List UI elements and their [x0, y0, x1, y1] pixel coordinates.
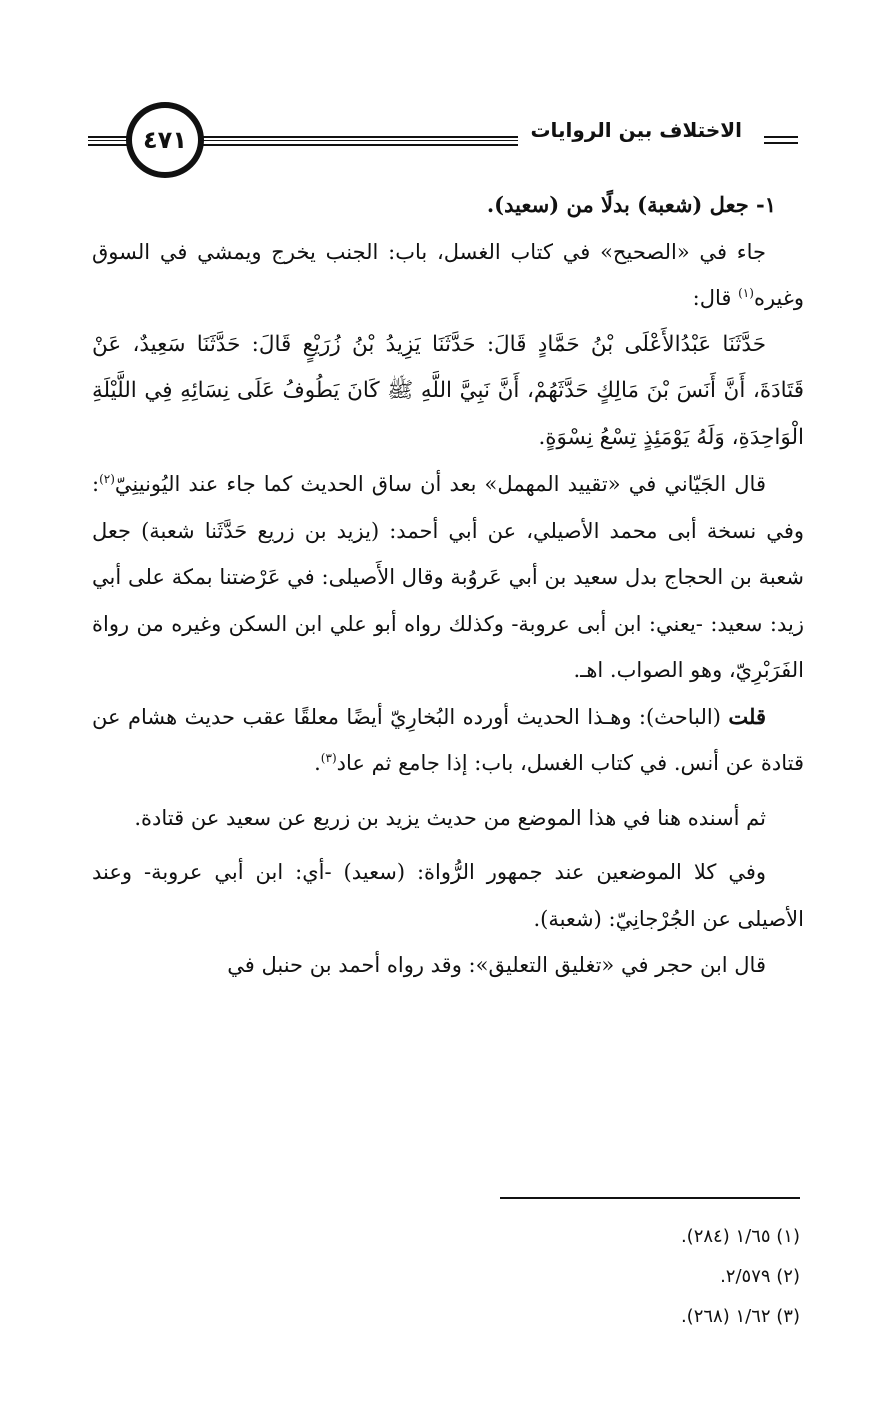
paragraph-researcher [92, 694, 804, 787]
researcher-lead: قلت [728, 703, 766, 729]
footnote-1: (١) ١/٦٥ (٢٨٤). [680, 1226, 800, 1247]
paragraph-intro [92, 229, 804, 322]
paragraph-jayyani-rest: : وفي نسخة أبى محمد الأصيلي، عن أبي أحمد: (يزيد بن زريع حَدَّثَنا شعبة) جعل شعبة بن الحجاج بدل سعيد بن أبي عَروُبة وقال الأَصيلى: في عَرْضتنا بمكة على أبي زيد: سعيد: -يعني: ابن أبى عروبة- وكذلك رواه أبو علي ابن السكن وغيره من رواة الفَرَبْرِيّ، وهو الصواب. اهـ. [92, 472, 804, 682]
paragraph-jayyani [92, 461, 804, 694]
paragraph-ibn-hajar: قال ابن حجر في «تغليق التعليق»: وقد رواه أحمد بن حنبل في [227, 953, 766, 977]
header-rule-right [764, 136, 798, 144]
footnote-ref-3: (٣) [320, 751, 337, 765]
paragraph-intro-text: جاء في «الصحيح» في كتاب الغسل، باب: الجنب يخرج ويمشي في السوق وغيره [92, 239, 804, 310]
section-heading: ١- جعل (شعبة) بدلًا من (سعيد). [486, 192, 776, 217]
main-text [92, 182, 804, 989]
paragraph-researcher-end: . [314, 751, 321, 775]
header-title: الاختلاف بين الروايات [530, 118, 742, 142]
footnote-ref-2: (٢) [99, 472, 115, 486]
footnote-ref-1: (١) [738, 286, 754, 300]
footnotes [400, 1217, 800, 1337]
paragraph-narrators: وفي كلا الموضعين عند جمهور الرُّواة: (سعيد) -أي: ابن أبي عروبة- وعند الأصيلى عن الجُرْجانِيّ: (شعبة). [92, 860, 804, 931]
hadith-text: حَدَّثَنَا عَبْدُالأَعْلَى بْنُ حَمَّادٍ قَالَ: حَدَّثَنَا يَزِيدُ بْنُ زُرَيْعٍ قَالَ: حَدَّثَنَا سَعِيدٌ، عَنْ قَتَادَةَ، أَنَّ أَنَسَ بْنَ مَالِكٍ حَدَّثَهُمْ، أَنَّ نَبِيَّ اللَّهِ ﷺ كَانَ يَطُوفُ عَلَى نِسَائِهِ فِي اللَّيْلَةِ الْوَاحِدَةِ، وَلَهُ يَوْمَئِذٍ تِسْعُ نِسْوَةٍ. [92, 331, 804, 450]
page-number: ٤٧١ [126, 102, 204, 178]
footnote-3: (٣) ١/٦٢ (٢٦٨). [680, 1306, 800, 1327]
paragraph-jayyani-start: قال الجَيّاني في «تقييد المهمل» بعد أن ساق الحديث كما جاء عند اليُونينِيّ [114, 472, 766, 496]
paragraph-intro-end: قال: [692, 286, 739, 310]
paragraph-researcher-text: (الباحث): وهـذا الحديث أورده البُخارِيّ أيضًا معلقًا عقب حديث هشام عن قتادة عن أنس. في كتاب الغسل، باب: إذا جامع ثم عاد [92, 704, 804, 775]
footnote-2: (٢) ٢/٥٧٩. [720, 1266, 800, 1287]
paragraph-isnad: ثم أسنده هنا في هذا الموضع من حديث يزيد بن زريع عن سعيد عن قتادة. [134, 805, 766, 830]
footnote-separator [500, 1197, 800, 1199]
